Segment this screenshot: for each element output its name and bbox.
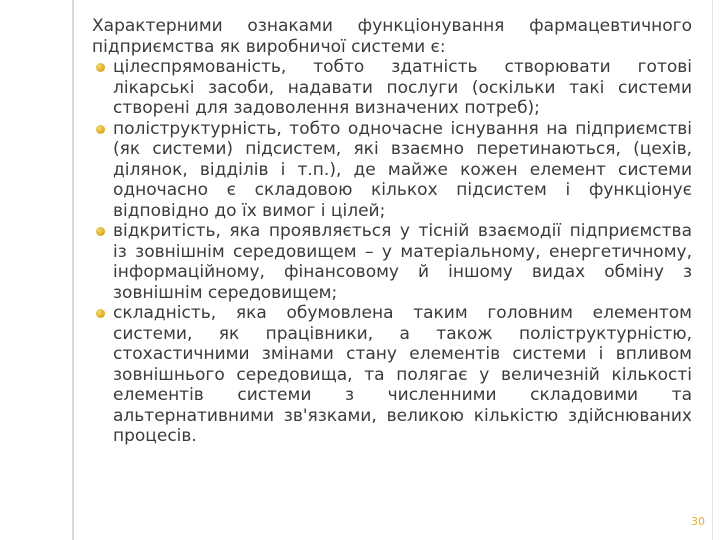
intro-paragraph: Характерними ознаками функціонування фармацевтичного підприємства як виробничої системи є: [92, 16, 692, 57]
bullet-complexity: складність, яка обумовлена таким головним елементом системи, як працівники, а також поліструктурністю, стохастичними змінами стану елементів системи і впливом зовнішнього середовища, та полягає у величезній кількості елементів системи з численними складовими та альтернативними зв'язками, великою кількістю здійснюваних процесів. [92, 303, 692, 447]
right-vertical-rule [712, 0, 713, 540]
bullet-openness: відкритість, яка проявляється у тісній взаємодії підприємства із зовнішнім середовищем – у матеріальному, енергетичному, інформаційному, фінансовому й іншому видах обміну з зовнішнім середовищем; [92, 221, 692, 303]
bullet-polystructural: поліструктурність, тобто одночасне існування на підприємстві (як системи) підсистем, які взаємно перетинаються, (цехів, ділянок, відділів і т.п.), де майже кожен елемент системи одночасно є складовою кількох підсистем і функціонує відповідно до їх вимог і цілей; [92, 119, 692, 222]
page-number: 30 [691, 515, 705, 528]
characteristics-list [92, 57, 692, 447]
slide-text-block [92, 16, 692, 447]
left-vertical-rule [72, 0, 74, 540]
bullet-purposefulness: цілеспрямованість, тобто здатність створювати готові лікарські засоби, надавати послуги (оскільки такі системи створені для задоволення визначених потреб); [92, 57, 692, 119]
